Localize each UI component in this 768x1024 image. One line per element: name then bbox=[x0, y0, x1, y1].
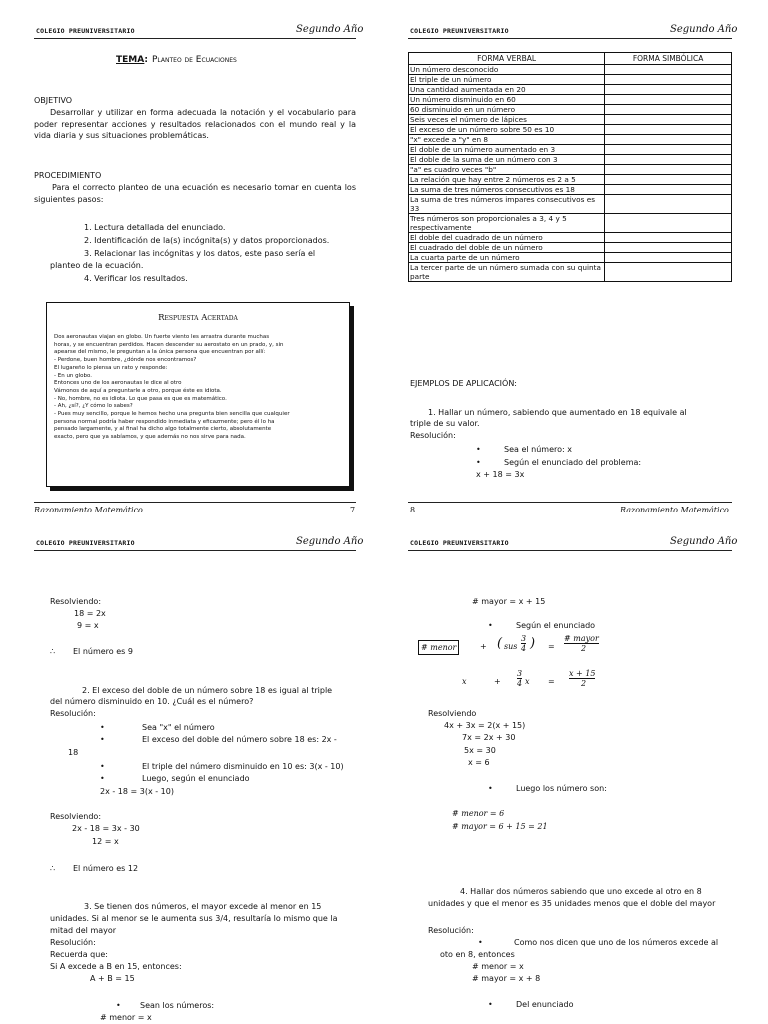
symbolic-form-cell bbox=[605, 263, 732, 282]
objetivo-heading: OBJETIVO bbox=[34, 96, 73, 105]
verbal-form-cell: El doble de la suma de un número con 3 bbox=[409, 155, 605, 165]
step-3: 3. Relacionar las incógnitas y los datos, este paso sería el bbox=[84, 249, 316, 258]
symbolic-form-cell bbox=[605, 233, 732, 243]
verbal-form-cell: El doble de un número aumentado en 3 bbox=[409, 145, 605, 155]
table-row bbox=[409, 253, 732, 263]
equation: 18 = 2x bbox=[74, 609, 106, 618]
page-9 bbox=[0, 512, 384, 1024]
table-row bbox=[409, 185, 732, 195]
header-grade: Segundo Año bbox=[296, 536, 364, 547]
example-1-line-2: triple de su valor. bbox=[410, 419, 480, 428]
example-3-line-3: mitad del mayor bbox=[50, 926, 117, 935]
equation: 9 = x bbox=[77, 621, 99, 630]
verbal-form-cell: El triple de un número bbox=[409, 75, 605, 85]
frac-num: x + 15 bbox=[569, 669, 596, 678]
step-text: Sean los números: bbox=[140, 1001, 215, 1010]
resolviendo-label: Resolviendo: bbox=[50, 812, 102, 821]
frac-den: 2 bbox=[581, 679, 587, 688]
header-rule bbox=[34, 38, 356, 39]
symbolic-form-cell bbox=[605, 105, 732, 115]
frac-den: 4 bbox=[517, 679, 523, 688]
example-2-line-2: del número disminuido en 10. ¿Cuál es el número? bbox=[50, 697, 254, 706]
resolucion-label: Resolución: bbox=[50, 709, 96, 718]
table-row bbox=[409, 243, 732, 253]
table-row bbox=[409, 214, 732, 233]
verbal-form-cell: La tercer parte de un número sumada con su quinta parte bbox=[409, 263, 605, 282]
step-text: Del enunciado bbox=[516, 1000, 574, 1009]
equation: # mayor = x + 15 bbox=[472, 597, 546, 606]
example-2-line-1: 2. El exceso del doble de un número sobre 18 es igual al triple bbox=[82, 686, 333, 695]
step-text: Sea "x" el número bbox=[142, 723, 215, 732]
word-sus: sus bbox=[504, 642, 518, 651]
reminder-text: Si A excede a B en 15, entonces: bbox=[50, 962, 182, 971]
reminder-label: Recuerda que: bbox=[50, 950, 108, 959]
step-text-cont: oto en 8, entonces bbox=[440, 950, 515, 959]
table-row bbox=[409, 135, 732, 145]
verbal-form-cell: "x" excede a "y" en 8 bbox=[409, 135, 605, 145]
bullet: • bbox=[478, 938, 483, 947]
verbal-form-cell: Tres números son proporcionales a 3, 4 y 5 respectivamente bbox=[409, 214, 605, 233]
symbolic-form-cell bbox=[605, 253, 732, 263]
plus-sign: + bbox=[494, 677, 501, 686]
step-text: Como nos dicen que uno de los números excede al bbox=[514, 938, 719, 947]
symbolic-form-cell bbox=[605, 214, 732, 233]
step-text-cont: 18 bbox=[68, 748, 79, 757]
verbal-form-cell: La suma de tres números impares consecutivos es 33 bbox=[409, 195, 605, 214]
symbolic-form-cell bbox=[605, 243, 732, 253]
verbal-form-cell: 60 disminuido en un número bbox=[409, 105, 605, 115]
page-10 bbox=[384, 512, 768, 1024]
step-1: 1. Lectura detallada del enunciado. bbox=[84, 223, 226, 232]
resolucion-label: Resolución: bbox=[50, 938, 96, 947]
symbolic-form-cell bbox=[605, 195, 732, 214]
frac-den: 2 bbox=[581, 644, 587, 653]
ejemplos-heading: EJEMPLOS DE APLICACIÓN: bbox=[410, 379, 517, 388]
step-3-cont: planteo de la ecuación. bbox=[50, 261, 144, 270]
equation: # menor = 6 bbox=[452, 809, 505, 818]
header-grade: Segundo Año bbox=[670, 24, 738, 35]
step-2: 2. Identificación de la(s) incógnita(s) y datos proporcionados. bbox=[84, 236, 330, 245]
header-grade: Segundo Año bbox=[296, 24, 364, 35]
frac-den: 4 bbox=[521, 644, 527, 653]
header-rule bbox=[408, 550, 732, 551]
verbal-form-cell: La suma de tres números consecutivos es 18 bbox=[409, 185, 605, 195]
bullet: • bbox=[100, 735, 105, 744]
bullet: • bbox=[100, 762, 105, 771]
bullet: • bbox=[100, 723, 105, 732]
table-header-verbal: FORMA VERBAL bbox=[409, 53, 605, 65]
symbolic-form-cell bbox=[605, 75, 732, 85]
close-paren: ) bbox=[530, 636, 536, 651]
verbal-form-cell: La relación que hay entre 2 números es 2 a 5 bbox=[409, 175, 605, 185]
equation: x = 6 bbox=[468, 758, 490, 767]
forma-verbal-table bbox=[408, 52, 732, 282]
symbolic-form-cell bbox=[605, 155, 732, 165]
table-row bbox=[409, 195, 732, 214]
verbal-form-cell: "a" es cuadro veces "b" bbox=[409, 165, 605, 175]
bullet: • bbox=[476, 445, 481, 454]
verbal-form-cell: La cuarta parte de un número bbox=[409, 253, 605, 263]
step-text: Luego los número son: bbox=[516, 784, 607, 793]
answer: El número es 9 bbox=[73, 647, 133, 656]
answer: El número es 12 bbox=[73, 864, 139, 873]
var-x: x bbox=[525, 677, 530, 686]
step-text: Según el enunciado del problema: bbox=[504, 458, 642, 467]
table-row bbox=[409, 95, 732, 105]
symbolic-form-cell bbox=[605, 185, 732, 195]
verbal-form-cell: El exceso de un número sobre 50 es 10 bbox=[409, 125, 605, 135]
bullet: • bbox=[116, 1001, 121, 1010]
open-paren: ( bbox=[497, 636, 503, 651]
objetivo-text: Desarrollar y utilizar en forma adecuada la notación y el vocabulario para poder representar acciones y resultados relacionados con el mundo real y la vida diaria y sus situaciones problemáticas. bbox=[34, 108, 356, 140]
equation: 7x = 2x + 30 bbox=[462, 733, 516, 742]
symbolic-form-cell bbox=[605, 125, 732, 135]
verbal-form-cell: Un número desconocido bbox=[409, 65, 605, 75]
header-rule bbox=[34, 550, 356, 551]
table-row bbox=[409, 233, 732, 243]
anecdote-box bbox=[46, 302, 350, 487]
symbolic-form-cell bbox=[605, 115, 732, 125]
footer-subject: Razonamiento Matemático bbox=[620, 506, 729, 512]
page-number: 8 bbox=[410, 506, 416, 512]
footer-rule bbox=[34, 502, 356, 503]
equation: 5x = 30 bbox=[464, 746, 496, 755]
symbolic-form-cell bbox=[605, 85, 732, 95]
equation: # mayor = 6 + 15 = 21 bbox=[452, 822, 548, 831]
equation: # mayor = x + 8 bbox=[472, 974, 541, 983]
equation: # menor = x bbox=[100, 1013, 152, 1022]
bullet: • bbox=[488, 621, 493, 630]
page-7 bbox=[0, 0, 384, 512]
table-row bbox=[409, 65, 732, 75]
footer-subject: Razonamiento Matemático bbox=[34, 506, 143, 512]
verbal-form-cell: Seis veces el número de lápices bbox=[409, 115, 605, 125]
therefore-symbol: ∴ bbox=[50, 647, 56, 656]
header-school: COLEGIO PREUNIVERSITARIO bbox=[410, 27, 509, 35]
example-3-line-2: unidades. Si al menor se le aumenta sus 3/4, resultaría lo mismo que la bbox=[50, 914, 338, 923]
equation: x + 18 = 3x bbox=[476, 470, 525, 479]
equation: 2x - 18 = 3x - 30 bbox=[72, 824, 140, 833]
table-row bbox=[409, 105, 732, 115]
verbal-form-cell: Una cantidad aumentada en 20 bbox=[409, 85, 605, 95]
symbolic-form-cell bbox=[605, 135, 732, 145]
equation: 4x + 3x = 2(x + 15) bbox=[444, 721, 526, 730]
resolviendo-label: Resolviendo: bbox=[50, 597, 102, 606]
footer-rule bbox=[408, 502, 732, 503]
symbolic-form-cell bbox=[605, 95, 732, 105]
equation: A + B = 15 bbox=[90, 974, 135, 983]
equation: 2x - 18 = 3(x - 10) bbox=[100, 787, 174, 796]
frac-num: 3 bbox=[517, 669, 523, 678]
table-row bbox=[409, 85, 732, 95]
procedimiento-heading: PROCEDIMIENTO bbox=[34, 171, 102, 180]
bullet: • bbox=[100, 774, 105, 783]
anecdote-title: Respuesta Acertada bbox=[158, 313, 238, 323]
table-row bbox=[409, 145, 732, 155]
equals-sign: = bbox=[548, 677, 555, 686]
table-row bbox=[409, 175, 732, 185]
header-school: COLEGIO PREUNIVERSITARIO bbox=[410, 539, 509, 547]
table-row bbox=[409, 115, 732, 125]
bullet: • bbox=[488, 784, 493, 793]
step-text: El exceso del doble del número sobre 18 es: 2x - bbox=[142, 735, 337, 744]
verbal-form-cell: Un número disminuido en 60 bbox=[409, 95, 605, 105]
step-text: El triple del número disminuido en 10 es: 3(x - 10) bbox=[142, 762, 344, 771]
table-row bbox=[409, 263, 732, 282]
table-header-simbolica: FORMA SIMBÓLICA bbox=[605, 53, 732, 65]
table-row bbox=[409, 155, 732, 165]
example-1-line-1: 1. Hallar un número, sabiendo que aumentado en 18 equivale al bbox=[428, 408, 687, 417]
symbolic-form-cell bbox=[605, 165, 732, 175]
frac-num: # mayor bbox=[564, 634, 599, 643]
topic-title: TEMA: Planteo de Ecuaciones bbox=[116, 55, 237, 65]
plus-sign: + bbox=[480, 642, 487, 651]
page-number: 7 bbox=[350, 506, 356, 512]
bullet: • bbox=[488, 1000, 493, 1009]
verbal-form-cell: El doble del cuadrado de un número bbox=[409, 233, 605, 243]
frac-num: 3 bbox=[521, 634, 527, 643]
header-grade: Segundo Año bbox=[670, 536, 738, 547]
var-x: x bbox=[462, 677, 467, 686]
procedimiento-text: Para el correcto planteo de una ecuación es necesario tomar en cuenta los siguientes pasos: bbox=[34, 183, 356, 204]
step-4: 4. Verificar los resultados. bbox=[84, 274, 188, 283]
symbolic-form-cell bbox=[605, 65, 732, 75]
equals-sign: = bbox=[548, 642, 555, 651]
table-row bbox=[409, 75, 732, 85]
symbolic-form-cell bbox=[605, 175, 732, 185]
header-rule bbox=[408, 38, 732, 39]
table-row bbox=[409, 125, 732, 135]
equation: # menor = x bbox=[472, 962, 524, 971]
example-3-line-1: 3. Se tienen dos números, el mayor excede al menor en 15 bbox=[84, 902, 322, 911]
step-text: Sea el número: x bbox=[504, 445, 572, 454]
resolviendo-label: Resolviendo bbox=[428, 709, 477, 718]
header-school: COLEGIO PREUNIVERSITARIO bbox=[36, 539, 135, 547]
equation: 12 = x bbox=[92, 837, 119, 846]
example-4-line-1: 4. Hallar dos números sabiendo que uno excede al otro en 8 bbox=[460, 887, 702, 896]
example-4-line-2: unidades y que el menor es 35 unidades menos que el doble del mayor bbox=[428, 899, 716, 908]
verbal-form-cell: El cuadrado del doble de un número bbox=[409, 243, 605, 253]
resolucion-label: Resolución: bbox=[428, 926, 474, 935]
symbolic-form-cell bbox=[605, 145, 732, 155]
word-menor: # menor bbox=[418, 640, 459, 655]
step-text: Luego, según el enunciado bbox=[142, 774, 250, 783]
therefore-symbol: ∴ bbox=[50, 864, 56, 873]
resolucion-label: Resolución: bbox=[410, 431, 456, 440]
step-text: Según el enunciado bbox=[516, 621, 596, 630]
header-school: COLEGIO PREUNIVERSITARIO bbox=[36, 27, 135, 35]
anecdote-body: Dos aeronautas viajan en globo. Un fuerte viento les arrastra durante muchas horas, y se encuentran perdidos. Hacen descender su aerostato en un prado, y, sin apearse del mismo, le preguntan a la única persona que encuentran por allí: - Perdone, buen hombre, ¿dónde nos encontramos? El lugareño lo piensa un rato y responde: - En un globo. Entonces uno de los aeronautas le dice al otro Vámonos de aquí a preguntarle a otro, porque éste es idiota. - No, hombre, no es idiota. Lo que pasa es que es matemático. - Ah, ¿sí?, ¿Y cómo lo sabes? - Pues muy sencillo, porque le hemos hecho una pregunta bien sencilla que cualquier persona normal podría haber respondido inmediata y eficazmente; pero él lo ha pensado largamente, y al final ha dicho algo totalmente cierto, absolutamente exacto, pero que ya sabíamos, y que además no nos sirve para nada. bbox=[54, 334, 290, 441]
table-row bbox=[409, 165, 732, 175]
bullet: • bbox=[476, 458, 481, 467]
